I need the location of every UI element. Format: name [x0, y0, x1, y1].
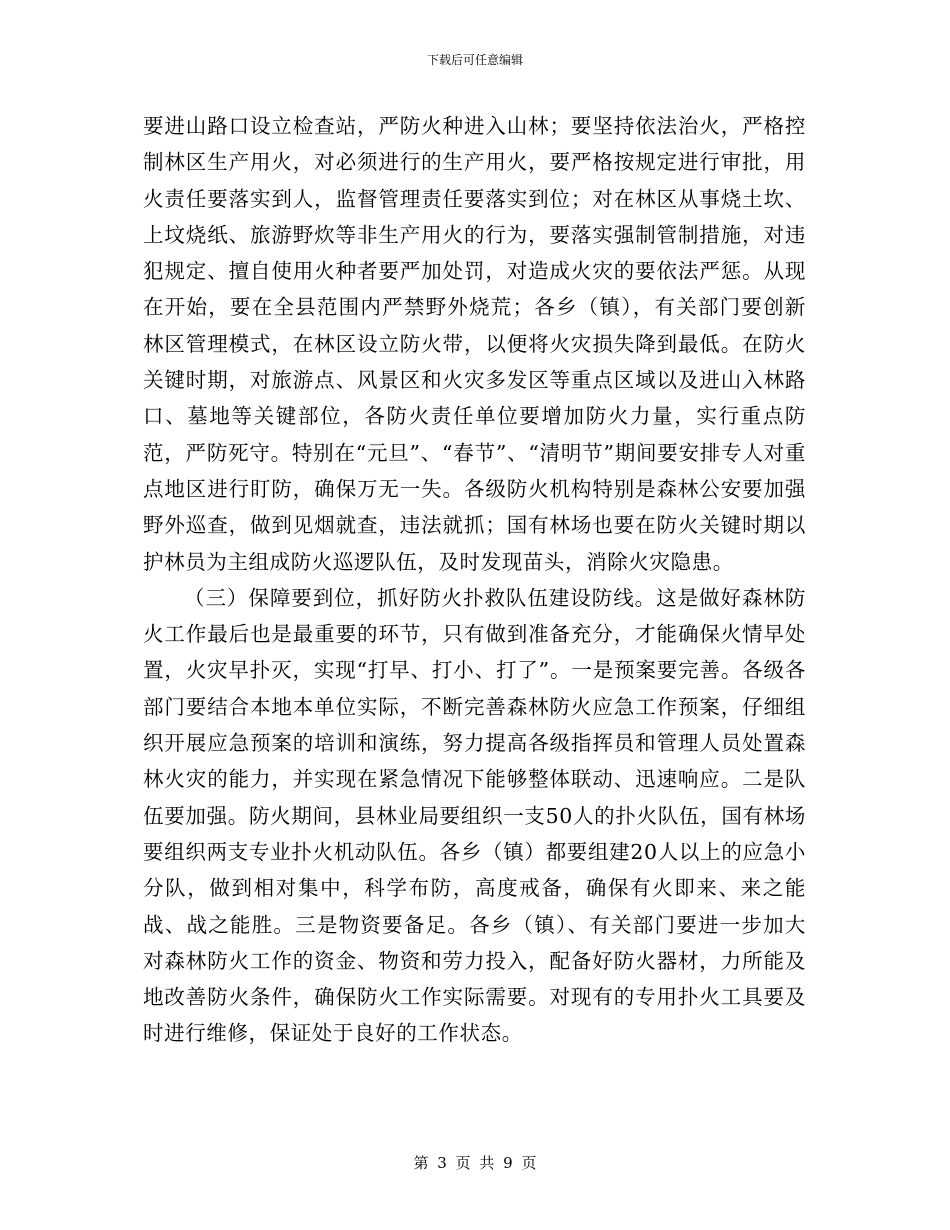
document-body	[143, 108, 806, 1052]
body-paragraph-section-three: （三）保障要到位，抓好防火扑救队伍建设防线。这是做好森林防火工作最后也是最重要的环节，只有做到准备充分，才能确保火情早处置，火灾早扑灭，实现“打早、打小、打了”。一是预案要完善。各级各部门要结合本地本单位实际，不断完善森林防火应急工作预案，仔细组织开展应急预案的培训和演练，努力提高各级指挥员和管理人员处置森林火灾的能力，并实现在紧急情况下能够整体联动、迅速响应。二是队伍要加强。防火期间，县林业局要组织一支50人的扑火队伍，国有林场要组织两支专业扑火机动队伍。各乡（镇）都要组建20人以上的应急小分队，做到相对集中，科学布防，高度戒备，确保有火即来、来之能战、战之能胜。三是物资要备足。各乡（镇）、有关部门要进一步加大对森林防火工作的资金、物资和劳力投入，配备好防火器材，力所能及地改善防火条件，确保防火工作实际需要。对现有的专用扑火工具要及时进行维修，保证处于良好的工作状态。	[143, 585, 806, 1046]
body-paragraph-continued: 要进山路口设立检查站，严防火种进入山林；要坚持依法治火，严格控制林区生产用火，对必须进行的生产用火，要严格按规定进行审批，用火责任要落实到人，监督管理责任要落实到位；对在林区从事烧土坎、上坟烧纸、旅游野炊等非生产用火的行为，要落实强制管制措施，对违犯规定、擅自使用火种者要严加处罚，对造成火灾的要依法严惩。从现在开始，要在全县范围内严禁野外烧荒；各乡（镇），有关部门要创新林区管理模式，在林区设立防火带，以便将火灾损失降到最低。在防火关键时期，对旅游点、风景区和火灾多发区等重点区域以及进山入林路口、墓地等关键部位，各防火责任单位要增加防火力量，实行重点防范，严防死守。特别在“元旦”、“春节”、“清明节”期间要安排专人对重点地区进行盯防，确保万无一失。各级防火机构特别是森林公安要加强野外巡查，做到见烟就查，违法就抓；国有林场也要在防火关键时期以护林员为主组成防火巡逻队伍，及时发现苗头，消除火灾隐患。	[143, 114, 806, 574]
page-header: 下载后可任意编辑	[426, 53, 523, 67]
page-number: 第 3 页 共 9 页	[413, 1154, 537, 1172]
